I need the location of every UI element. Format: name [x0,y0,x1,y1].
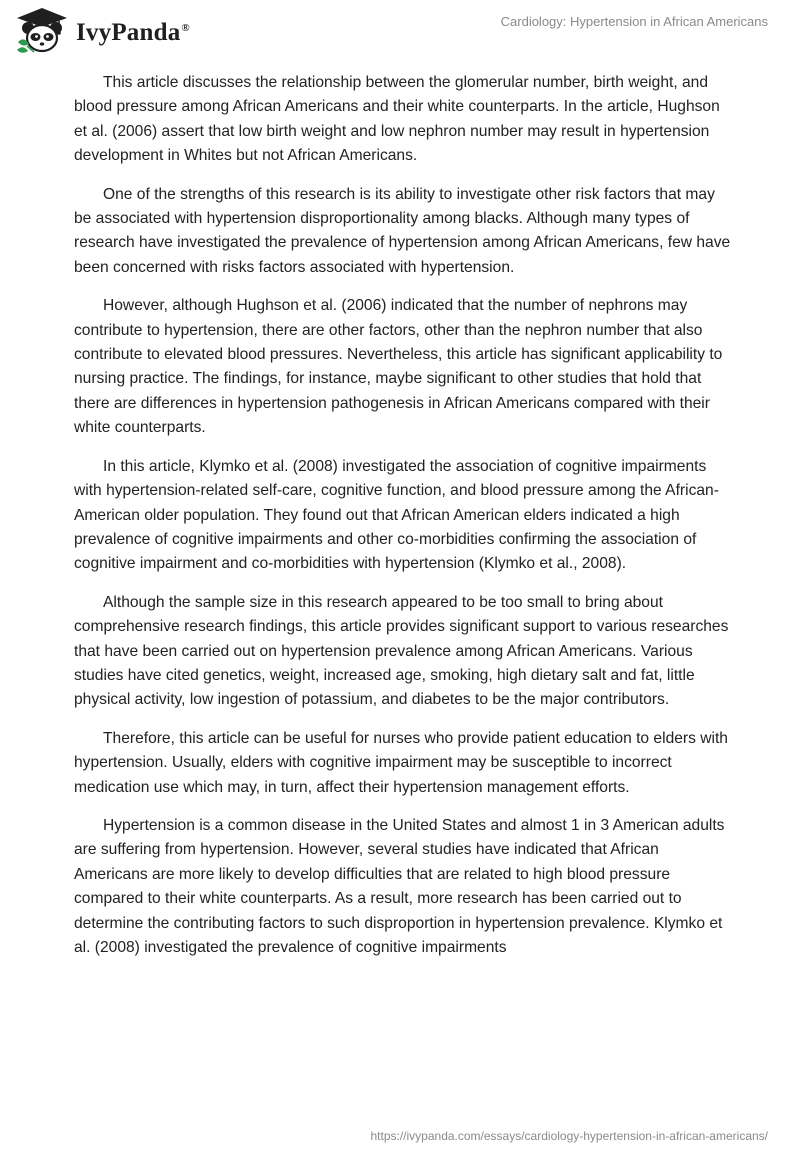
source-url-link[interactable]: https://ivypanda.com/essays/cardiology-hypertension-in-african-americans/ [370,1129,768,1143]
document-title: Cardiology: Hypertension in African Americans [500,14,768,29]
article-body [74,71,734,974]
paragraph-6: Therefore, this article can be useful for nurses who provide patient education to elders with hypertension. Usually, elders with cognitive impairment may be susceptible to incorrect medication use which may, in turn, affect their hypertension management efforts. [74,729,728,796]
brand-logo[interactable] [14,6,190,58]
brand-name: IvyPanda® [76,19,190,46]
registered-mark: ® [181,21,190,34]
paragraph-7: Hypertension is a common disease in the United States and almost 1 in 3 American adults are suffering from hypertension. However, several studies have indicated that African Americans are more likely to develop difficulties that are related to high blood pressure compared to their white counterparts. As a result, more research has been carried out to determine the contributing factors to such disproportion in hypertension prevalence. Klymko et al. (2008) investigated the prevalence of cognitive impairments [74,816,725,956]
paragraph-2: One of the strengths of this research is its ability to investigate other risk factors that may be associated with hypertension disproportionality among blacks. Although many types of research have investigated the prevalence of hypertension among African Americans, few have been concerned with risks factors associated with hypertension. [74,185,731,276]
paragraph-5: Although the sample size in this research appeared to be too small to bring about comprehensive research findings, this article provides significant support to various researches that have been carried out on hypertension prevalence among African Americans. Various studies have cited genetics, weight, increased age, smoking, high dietary salt and fat, little physical activity, low ingestion of potassium, and diabetes to be the major contributors. [74,593,729,709]
panda-graduate-icon [14,6,70,58]
paragraph-1: This article discusses the relationship between the glomerular number, birth weight, and blood pressure among African Americans and their white counterparts. In the article, Hughson et al. (2006) assert that low birth weight and low nephron number may result in hypertension development in Whites but not African Americans. [74,74,720,165]
paragraph-3: However, although Hughson et al. (2006) indicated that the number of nephrons may contribute to hypertension, there are other factors, other than the nephron number that also contribute to elevated blood pressures. Nevertheless, this article has significant applicability to nursing practice. The findings, for instance, maybe significant to other studies that hold that there are differences in hypertension pathogenesis in African Americans compared with their white counterparts. [74,297,723,437]
paragraph-4: In this article, Klymko et al. (2008) investigated the association of cognitive impairments with hypertension-related self-care, cognitive function, and blood pressure among the African-American older population. They found out that African American elders indicated a high prevalence of cognitive impairments and other co-morbidities confirming the association of cognitive impairment and co-morbidities with hypertension (Klymko et al., 2008). [74,457,719,573]
page-header [0,0,800,60]
